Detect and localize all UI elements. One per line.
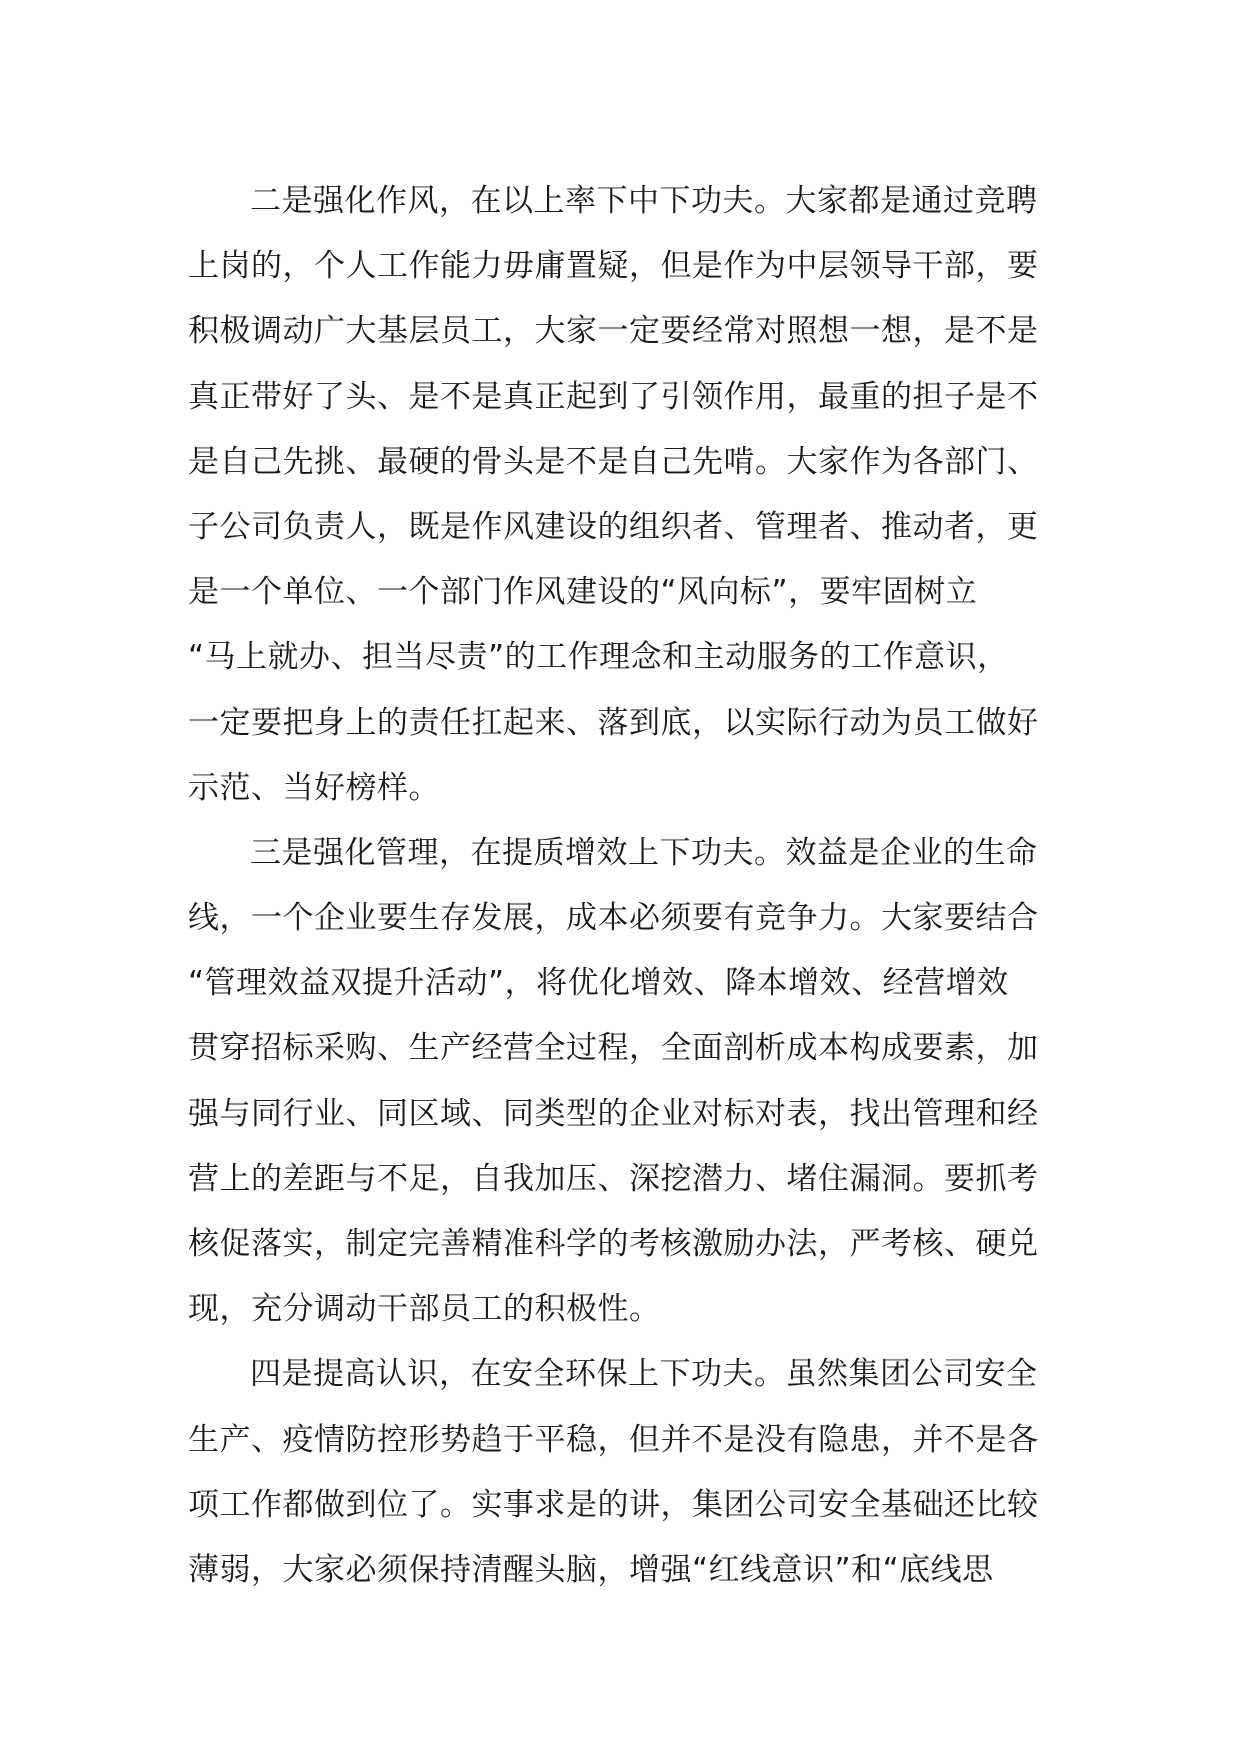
- text-line: “管理效益双提升活动”，将优化增效、降本增效、经营增效: [188, 965, 1009, 1002]
- paragraph-2: [188, 169, 1058, 821]
- text-line: 二是强化作风，在以上率下中下功夫。大家都是通过竞聘: [250, 183, 1038, 219]
- text-line: 真正带好了头、是不是真正起到了引领作用，最重的担子是不: [188, 378, 1039, 415]
- text-line: 生产、疫情防控形势趋于平稳，但并不是没有隐患，并不是各: [188, 1421, 1039, 1458]
- text-line: 强与同行业、同区域、同类型的企业对标对表，找出管理和经: [188, 1095, 1039, 1132]
- text-line: “马上就办、担当尽责”的工作理念和主动服务的工作意识，: [188, 639, 1009, 676]
- body-text: [188, 169, 1058, 1603]
- paragraph-3: [188, 821, 1058, 1343]
- text-line: 是一个单位、一个部门作风建设的“风向标”，要牢固树立: [188, 574, 978, 611]
- paragraph-4: [188, 1342, 1058, 1603]
- text-line: 贯穿招标采购、生产经营全过程，全面剖析成本构成要素，加: [188, 1030, 1039, 1067]
- text-line: 示范、当好榜样。: [188, 769, 440, 806]
- text-line: 薄弱，大家必须保持清醒头脑，增强“红线意识”和“底线思: [188, 1551, 994, 1588]
- text-line: 积极调动广大基层员工，大家一定要经常对照想一想，是不是: [188, 313, 1039, 350]
- text-line: 是自己先挑、最硬的骨头是不是自己先啃。大家作为各部门、: [188, 443, 1039, 480]
- text-line: 现，充分调动干部员工的积极性。: [188, 1291, 661, 1328]
- text-line: 四是提高认识，在安全环保上下功夫。虽然集团公司安全: [250, 1356, 1038, 1393]
- text-line: 项工作都做到位了。实事求是的讲，集团公司安全基础还比较: [188, 1486, 1039, 1523]
- text-line: 上岗的，个人工作能力毋庸置疑，但是作为中层领导干部，要: [188, 248, 1039, 285]
- text-line: 核促落实，制定完善精准科学的考核激励办法，严考核、硬兑: [188, 1226, 1039, 1262]
- text-line: 三是强化管理，在提质增效上下功夫。效益是企业的生命: [250, 834, 1038, 871]
- text-line: 子公司负责人，既是作风建设的组织者、管理者、推动者，更: [188, 508, 1039, 545]
- text-line: 线，一个企业要生存发展，成本必须要有竞争力。大家要结合: [188, 900, 1039, 937]
- text-line: 营上的差距与不足，自我加压、深挖潜力、堵住漏洞。要抓考: [188, 1160, 1039, 1197]
- text-line: 一定要把身上的责任扛起来、落到底，以实际行动为员工做好: [188, 704, 1039, 741]
